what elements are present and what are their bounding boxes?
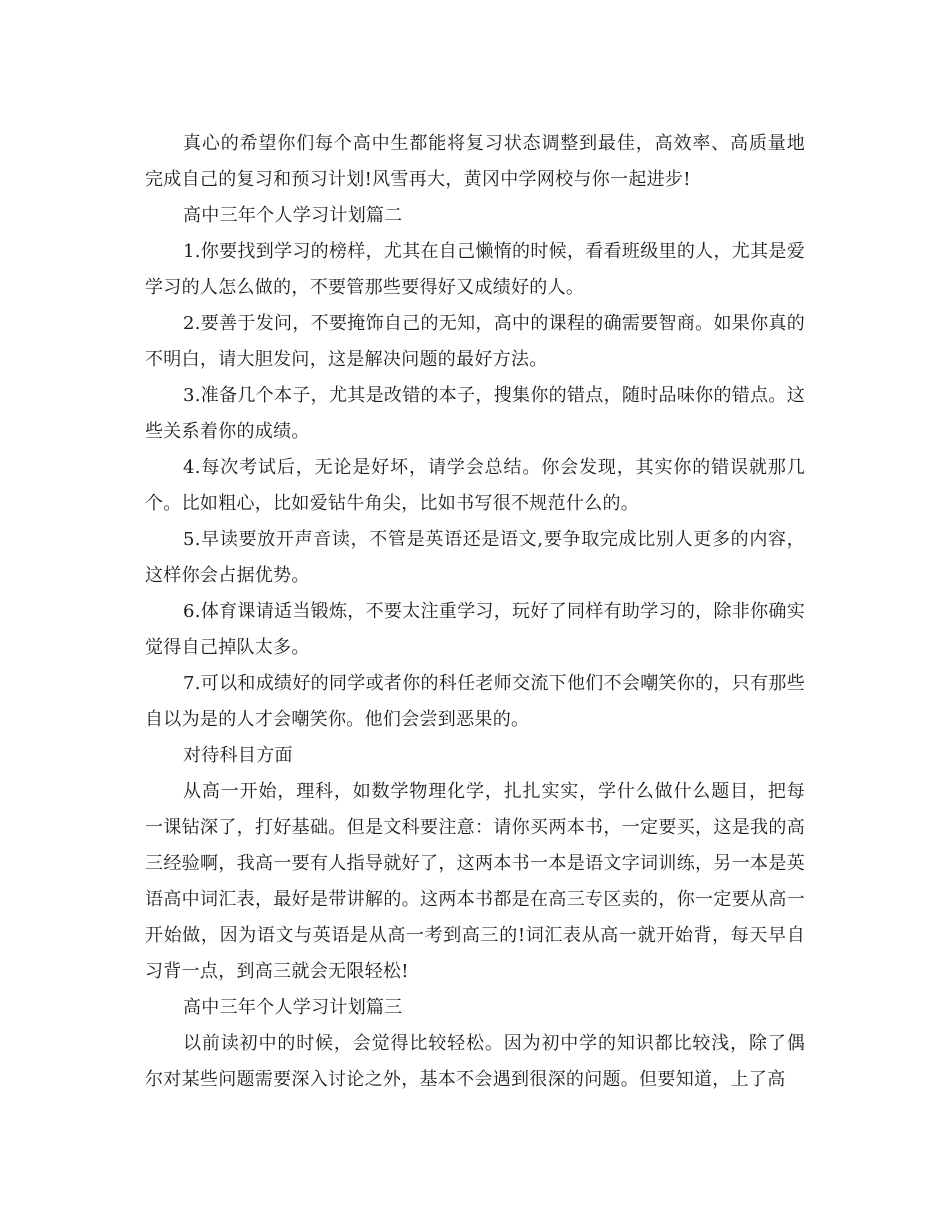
list-item-7: 7.可以和成绩好的同学或者你的科任老师交流下他们不会嘲笑你的，只有那些自以为是的人才会嘲笑你。他们会尝到恶果的。 bbox=[145, 673, 805, 730]
list-item-6: 6.体育课请适当锻炼，不要太注重学习，玩好了同样有助学习的，除非你确实觉得自己掉队太多。 bbox=[145, 601, 805, 658]
list-item-3: 3.准备几个本子，尤其是改错的本子，搜集你的错点，随时品味你的错点。这些关系着你的成绩。 bbox=[145, 385, 805, 442]
paragraph-intro-closing: 真心的希望你们每个高中生都能将复习状态调整到最佳，高效率、高质量地完成自己的复习和预习计划!风雪再大，黄冈中学网校与你一起进步! bbox=[145, 133, 805, 190]
paragraph-plan-three: 以前读初中的时候，会觉得比较轻松。因为初中学的知识都比较浅，除了偶尔对某些问题需要深入讨论之外，基本不会遇到很深的问题。但要知道，上了高 bbox=[145, 1033, 805, 1090]
subheading-subjects: 对待科目方面 bbox=[183, 745, 293, 766]
list-item-2: 2.要善于发问，不要掩饰自己的无知，高中的课程的确需要智商。如果你真的不明白，请大胆发问，这是解决问题的最好方法。 bbox=[145, 313, 805, 370]
list-item-1: 1.你要找到学习的榜样，尤其在自己懒惰的时候，看看班级里的人，尤其是爱学习的人怎么做的，不要管那些要得好又成绩好的人。 bbox=[145, 241, 805, 298]
list-item-5: 5.早读要放开声音读，不管是英语还是语文,要争取完成比别人更多的内容，这样你会占据优势。 bbox=[145, 529, 805, 586]
document-body bbox=[145, 126, 805, 1098]
section-heading-plan-two: 高中三年个人学习计划篇二 bbox=[183, 205, 403, 226]
paragraph-subjects: 从高一开始，理科，如数学物理化学，扎扎实实，学什么做什么题目，把每一课钻深了，打好基础。但是文科要注意：请你买两本书，一定要买，这是我的高三经验啊，我高一要有人指导就好了，这两本书一本是语文字词训练，另一本是英语高中词汇表，最好是带讲解的。这两本书都是在高三专区卖的，你一定要从高一开始做，因为语文与英语是从高一考到高三的!词汇表从高一就开始背，每天早自习背一点，到高三就会无限轻松! bbox=[145, 781, 805, 982]
list-item-4: 4.每次考试后，无论是好坏，请学会总结。你会发现，其实你的错误就那几个。比如粗心，比如爱钻牛角尖，比如书写很不规范什么的。 bbox=[145, 457, 805, 514]
section-heading-plan-three: 高中三年个人学习计划篇三 bbox=[183, 997, 403, 1018]
